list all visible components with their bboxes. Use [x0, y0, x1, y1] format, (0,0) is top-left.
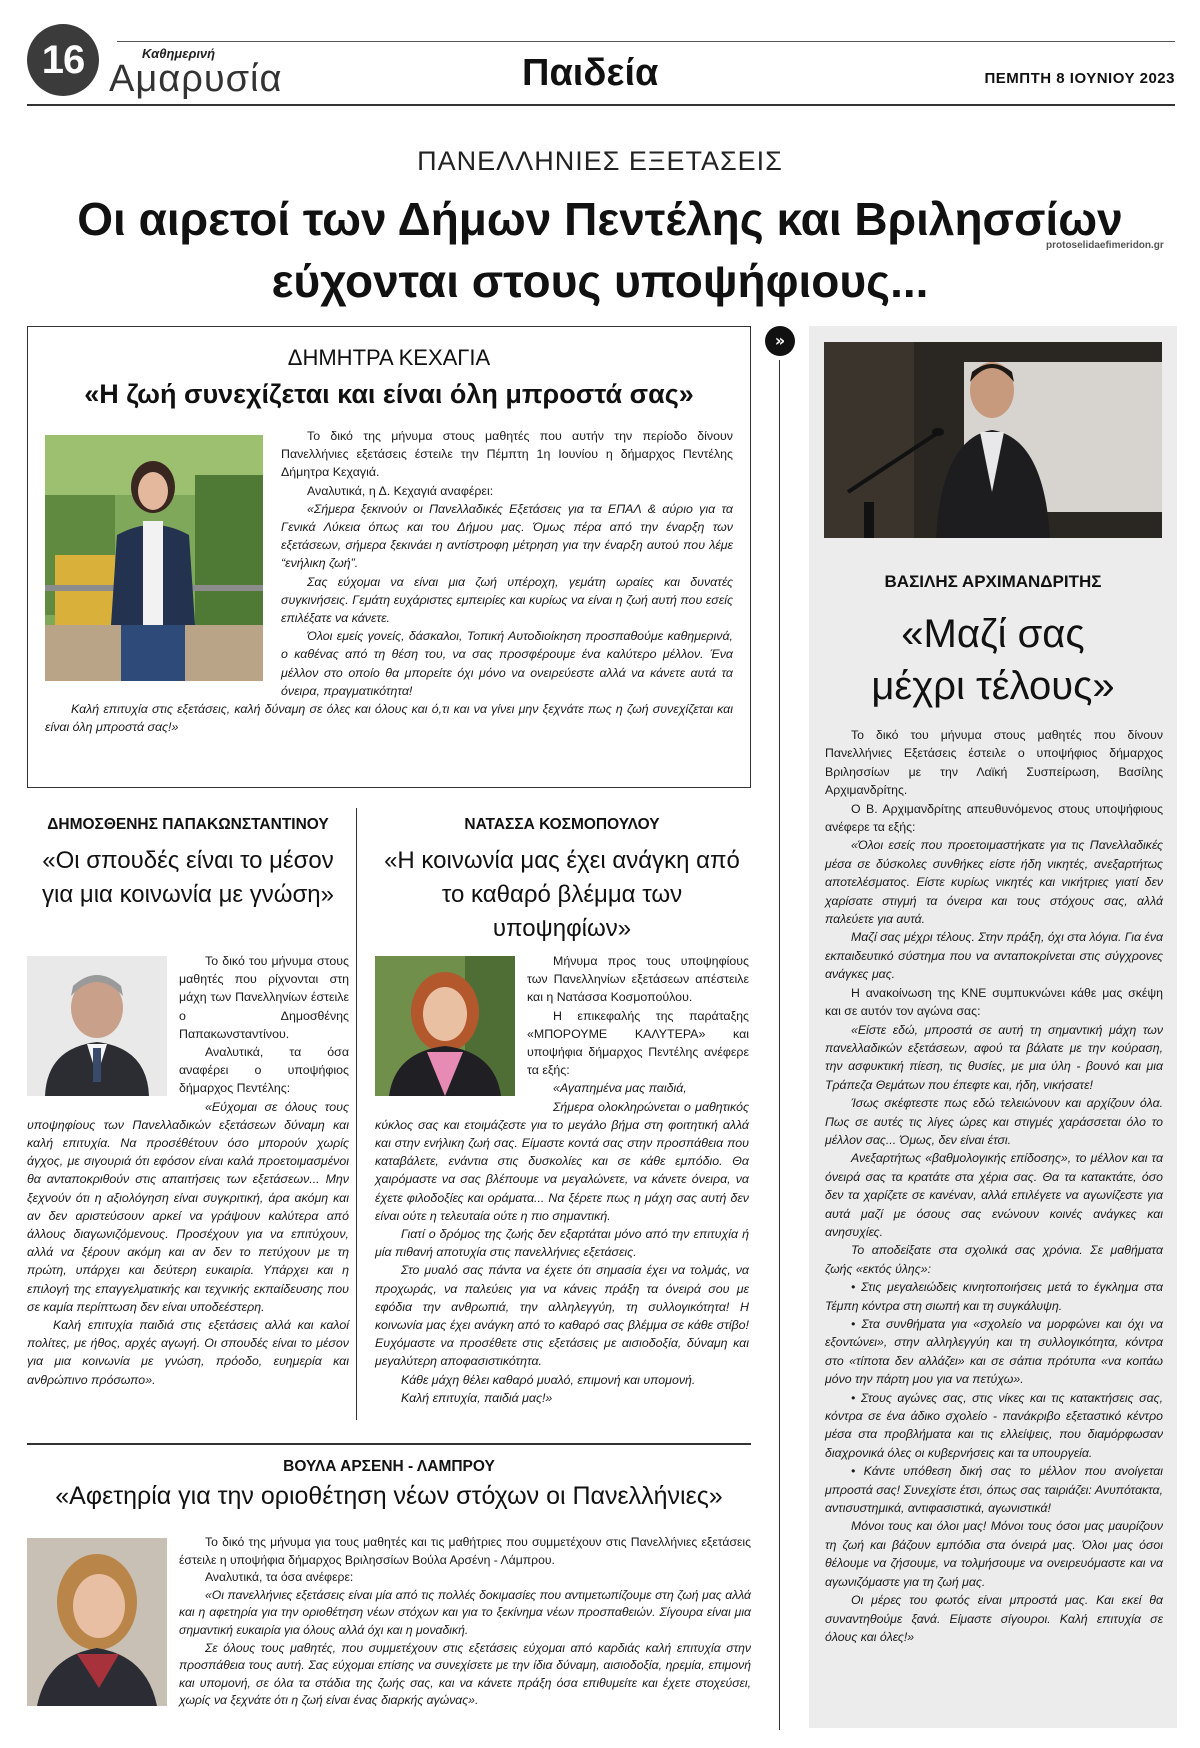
- article-title: «Η κοινωνία μας έχει ανάγκη από το καθαρό βλέμμα των υποψηφίων»: [384, 847, 740, 942]
- headline-line-1: Οι αιρετοί των Δήμων Πεντέλης και Βριλησσίων: [77, 193, 1123, 245]
- paragraph: Στο μυαλό σας πάντα να έχετε ότι σημασία έχει να τολμάς, να προχωράς, να παλεύεις για να κάνεις πράξη τα όνειρά σου με εφόδια την ανθρωπιά, την αλληλεγγύη, τη συλλογικότητα! Η κοινωνία μας έχει ανάγκη από το καθαρό σας βλέμμα σε κάθε στίβο! Ευχόμαστε να προσέθετε στις εξετάσεις με αισιοδοξία, δύναμη και μεγαλύτερη αποφασιστικότητα.: [375, 1263, 749, 1369]
- brand-logo: Αμαρυσία: [109, 58, 283, 100]
- main-headline: [40, 188, 1160, 312]
- section-divider: [27, 1443, 751, 1445]
- article-title: «Αφετηρία για την οριοθέτηση νέων στόχων οι Πανελλήνιες»: [55, 1482, 723, 1510]
- paragraph: Η ανακοίνωση της ΚΝΕ συμπυκνώνει κάθε μας σκέψη και σε αυτόν τον αγώνα σας:: [825, 985, 1163, 1019]
- paragraph: Η επικεφαλής της παράταξης «ΜΠΟΡΟΥΜΕ ΚΑΛΥΤΕΡΑ» και υποψήφια δήμαρχος Πεντέλης ανέφερε τα εξής:: [527, 1008, 749, 1078]
- double-chevron-right-icon: »: [765, 326, 795, 356]
- watermark: protoselidaefimeridon.gr: [1046, 240, 1164, 251]
- page-number: 16: [27, 24, 99, 96]
- article-kosmopoulou: [375, 816, 749, 1428]
- article-body: [27, 1534, 751, 1710]
- article-body: [375, 952, 749, 1407]
- issue-date: ΠΕΜΠΤΗ 8 ΙΟΥΝΙΟΥ 2023: [984, 70, 1175, 87]
- article-body: [45, 427, 733, 736]
- header-top-rule: [117, 41, 1175, 42]
- article-body: [825, 726, 1163, 1646]
- paragraph: Το δικό του μήνυμα στους μαθητές που ρίχνονται στη μάχη των Πανελληνίων έστειλε ο Δημοσθένης Παπακωνσταντίνου.: [179, 954, 349, 1041]
- paragraph: Καλή επιτυχία, παιδιά μας!»: [401, 1390, 553, 1405]
- paragraph: Όλοι εμείς γονείς, δάσκαλοι, Τοπική Αυτοδιοίκηση προσπαθούμε καθημερινά, ο καθένας από τη θέση του, να σας προσφέρουμε ένα καλύτερο μέλλον. Ένα μέλλον στο οποίο θα μπορείτε όχι μόνο να ονειρεύεστε αλλά να κάνετε αυτά τα όνειρα, πραγματικότητα!: [281, 629, 733, 698]
- paragraph: Αναλυτικά, τα όσα αναφέρει ο υποψήφιος δήμαρχος Πεντέλης:: [179, 1045, 349, 1096]
- paragraph: Κάθε μάχη θέλει καθαρό μυαλό, επιμονή και υπομονή.: [401, 1372, 696, 1387]
- paragraph: «Σήμερα ξεκινούν οι Πανελλαδικές Εξετάσεις για τα ΕΠΑΛ & αύριο για τα Γενικά Λύκεια όπως και του Δήμου μας. Όμως πέρα από την έναρξη των εξετάσεων, σήμερα ξεκινάει η αντίστροφη μέτρηση για την έναρξη αυτού που λέμε “ενήλικη ζωή”.: [281, 501, 733, 571]
- paragraph: Αναλυτικά, τα όσα ανέφερε:: [205, 1570, 354, 1585]
- paragraph: «Αγαπημένα μας παιδιά,: [553, 1081, 687, 1096]
- paragraph: «Οι πανελλήνιες εξετάσεις είναι μία από τις πολλές δοκιμασίες που αντιμετωπίζουμε στη ζωή μας αλλά και η αφετηρία για την οριοθέτηση νέων στόχων και για το ξεκίνημα νέων προσπαθειών. Σίγουρα είναι μια σημαντική ευκαιρία για όλους αλλά όχι και η μοναδική.: [179, 1587, 751, 1637]
- brand-subtitle: Καθημερινή: [142, 46, 216, 61]
- article-byline: ΔΗΜΟΣΘΕΝΗΣ ΠΑΠΑΚΩΝΣΤΑΝΤΙΝΟΥ: [47, 816, 329, 833]
- article-title: [809, 608, 1177, 712]
- speaker-photo: [824, 342, 1162, 538]
- paragraph: Καλή επιτυχία παιδιά στις εξετάσεις αλλά και καλοί πολίτες, με ήθος, αρχές αγωγή. Οι σπουδές είναι το μέσον για μια κοινωνία με γνώση, πρόοδο, ευημερία και ανθρώπινο πρόσωπο».: [27, 1318, 349, 1387]
- paragraph: Το δικό του μήνυμα στους μαθητές που δίνουν Πανελλήνιες Εξετάσεις έστειλε ο υποψήφιος δήμαρχος Βριλησσίων με την Λαϊκή Συσπείρωση, Βασίλης Αρχιμανδρίτης.: [825, 728, 1163, 798]
- paragraph: • Κάντε υπόθεση δική σας το μέλλον που ανοίγεται μπροστά σας! Συνεχίστε έτσι, όπως σας ταιριάζει: Ανυπότακτα, αντισυστημικά, αντιφασιστικά, αγωνιστικά!: [825, 1464, 1163, 1516]
- article-body: [27, 952, 349, 1389]
- paragraph: Ανεξαρτήτως «βαθμολογικής επίδοσης», το μέλλον και τα όνειρά σας τα κρατάτε στα χέρια σας. Θα τα κατακτάτε, όσο δεν τα χαρίζετε σε κανέναν, αλλά επιλέγετε να αγωνίζεστε για αυτά μαζί με όσους σας ενώνουν κοινές ανάγκες και ανησυχίες.: [825, 1151, 1163, 1239]
- paragraph: Ίσως σκέφτεστε πως εδώ τελειώνουν και αρχίζουν όλα. Πως σε αυτές τις λίγες ώρες και στιγμές χαράσσεται όλο το μέλλον σας... Όμως, δεν είναι έτσι.: [825, 1096, 1163, 1147]
- paragraph: Σε όλους τους μαθητές, που συμμετέχουν στις εξετάσεις εύχομαι από καρδιάς καλή επιτυχία στην προσπάθεια τους αυτή. Σας εύχομαι επίσης να συνεχίσετε με την ίδια δύναμη, αισιοδοξία, ηρεμία, επιμονή και υπομονή, σε όλα τα στάδια της ζωής σας, και να κάνετε πράξη όσα επιθυμείτε και έχετε στοχεύσει, χωρίς να ξεχνάτε ότι η ζωή είναι ένας διαρκής αγώνας».: [179, 1640, 751, 1708]
- paragraph: Μόνοι τους και όλοι μας! Μόνοι τους όσοι μας μαυρίζουν τη ζωή και βάζουν εμπόδια στα όνειρά μας. Όλοι μας όσοι θέλουμε να ζήσουμε, να τολμήσουμε να ονειρευόμαστε και να αγωνιζόμαστε για τη ζωή μας.: [825, 1519, 1163, 1589]
- paragraph: Το δικό της μήνυμα για τους μαθητές και τις μαθήτριες που συμμετέχουν στις Πανελλήνιες εξετάσεις έστειλε η υποψήφια δήμαρχος Βριλησσίων Βούλα Αρσένη - Λάμπρου.: [179, 1535, 751, 1567]
- article-papakonstantinou: [27, 816, 349, 1428]
- article-byline: ΝΑΤΑΣΣΑ ΚΟΣΜΟΠΟΥΛΟΥ: [464, 816, 660, 833]
- article-byline: ΒΑΣΙΛΗΣ ΑΡΧΙΜΑΝΔΡΙΤΗΣ: [884, 572, 1102, 591]
- paragraph: Το αποδείξατε στα σχολικά σας χρόνια. Σε μαθήματα ζωής «εκτός ύλης»:: [825, 1243, 1163, 1276]
- paragraph: Σας εύχομαι να είναι μια ζωή υπέροχη, γεμάτη ωραίες και δυνατές συγκινήσεις. Γεμάτη ευχάριστες εμπειρίες και κυρίως να είναι η ζωή αυτή που εσείς επιλέξατε να κάνετε.: [281, 574, 733, 626]
- paragraph: «Εύχομαι σε όλους τους υποψηφίους των Πανελλαδικών εξετάσεων δύναμη και καλή επιτυχία. Να προσέθέτουν όσο μπορούν χωρίς άγχος, με σιγουριά ότι εφόσον είναι καλά προετοιμασμένοι θα ανταποκριθούν στις απαιτήσεις των εξετάσεων... Μην ξεχνούν ότι η αξιολόγηση είναι συγκριτική, άρα ακόμη και αν δεν αριστεύσουν αρκεί να γράψουν καλύτερα από άλλους διαγωνιζόμενους. Προσέχουν για να επιτύχουν, αλλά να ξέρουν ακόμη και αν δεν το πετύχουν με τη πρώτη, υπάρχει και δεύτερη ευκαιρία. Υπάρχει και η επιλογή της επαγγελματικής και τεχνικής εκπαίδευσης που σε καμία περίπτωση δεν είναι υποδεέστερη.: [27, 1099, 349, 1314]
- column-divider: [356, 808, 357, 1420]
- sidebar-divider: [779, 360, 780, 1730]
- page-header: [27, 24, 1175, 104]
- paragraph: Σήμερα ολοκληρώνεται ο μαθητικός κύκλος σας και ετοιμάζεστε για το μεγάλο βήμα στη φοιτητική αλλά και στην ενήλικη ζωή σας. Είμαστε κοντά σας στην προσπάθεια που καταβάλετε, ενάντια στις δυσκολίες και σε κάθε εμπόδιο. Θα χαιρόμαστε να σας βλέπουμε να μεγαλώνετε, να κάνετε όνειρα, να έχετε φιλοδοξίες και οράματα... Να ξέρετε πως η μάχη σας αυτή δεν είναι ούτε η τελευταία ούτε η πιο σημαντική.: [375, 1099, 749, 1223]
- kicker: ΠΑΝΕΛΛΗΝΙΕΣ ΕΞΕΤΑΣΕΙΣ: [417, 146, 783, 176]
- paragraph: • Στις μεγαλειώδεις κινητοποιήσεις μετά το έγκλημα στα Τέμπη κόντρα στη σιωπή και τη συγκάλυψη.: [825, 1280, 1163, 1313]
- paragraph: Μαζί σας μέχρι τέλους. Στην πράξη, όχι στα λόγια. Για ένα εκπαιδευτικό σύστημα που να ανταποκρίνεται στις σύγχρονες ανάγκες μας.: [825, 930, 1163, 982]
- article-byline: ΔΗΜΗΤΡΑ ΚΕΧΑΓΙΑ: [287, 345, 491, 370]
- article-arseni-lamprou: [27, 1458, 751, 1738]
- paragraph: Καλή επιτυχία στις εξετάσεις, καλή δύναμη σε όλες και όλους και ό,τι και να γίνει μην ξεχνάτε πως η ζωή συνεχίζεται και είναι όλη μπροστά σας!»: [45, 702, 733, 735]
- paragraph: Ο Β. Αρχιμανδρίτης απευθυνόμενος στους υποψήφιους ανέφερε τα εξής:: [825, 801, 1163, 835]
- paragraph: «Είστε εδώ, μπροστά σε αυτή τη σημαντική μάχη των πανελλαδικών εξετάσεων, αφού τα βάλατε με την κούραση, την ασφυκτική πίεση, τις θυσίες, με μια ύλη - βουνό και μια Τράπεζα Θεμάτων που έπεφτε και, ήδη, νικήσατε!: [825, 1022, 1163, 1092]
- paragraph: • Στους αγώνες σας, στις νίκες και τις κατακτήσεις σας, κόντρα σε ένα άδικο σχολείο - πανάκριβο εξεταστικό κέντρο μέσα στα προβλήματα και τις ελλείψεις, που διαμόρφωσαν διαχρονικά όλες οι κυβερνήσεις και τα υπουργεία.: [825, 1390, 1163, 1460]
- article-archimandritis: [809, 326, 1177, 1728]
- paragraph: «Όλοι εσείς που προετοιμαστήκατε για τις Πανελλαδικές μέσα σε δύσκολες συνθήκες είστε ήδη νικητές, ανεξαρτήτως αποτελέσματος. Είστε κυρίως νικητές και νικήτριες γιατί δεν χαρίσατε στιγμή τα όνειρα και τους στόχους σας, αλλά παλεύετε για αυτά.: [825, 838, 1163, 927]
- paragraph: Οι μέρες του φωτός είναι μπροστά μας. Και εκεί θα συναντηθούμε ξανά. Είμαστε σίγουροι. Καλή επιτυχία σε όλους και όλες!»: [825, 1593, 1163, 1644]
- paragraph: Αναλυτικά, η Δ. Κεχαγιά αναφέρει:: [307, 483, 494, 498]
- header-bottom-rule: [27, 104, 1175, 106]
- article-title: «Οι σπουδές είναι το μέσον για μια κοινωνία με γνώση»: [41, 847, 335, 908]
- article-title: «Η ζωή συνεχίζεται και είναι όλη μπροστά σας»: [84, 379, 694, 409]
- paragraph: Μήνυμα προς τους υποψηφίους των Πανελληνίων εξετάσεων απέστειλε και η Νατάσσα Κοσμοπούλου.: [527, 954, 749, 1005]
- section-title: Παιδεία: [522, 52, 659, 94]
- article-byline: ΒΟΥΛΑ ΑΡΣΕΝΗ - ΛΑΜΠΡΟΥ: [283, 1458, 495, 1475]
- paragraph: • Στα συνθήματα για «σχολείο να μορφώνει και όχι να εξοντώνει», στην αλληλεγγύη και τη συλλογικότητα, κόντρα στο «τίποτα δεν αλλάζει» και σε σάπια πρότυπα «να κοιτάω μόνο την πάρτη μου για να πετύχω».: [825, 1317, 1163, 1387]
- paragraph: Γιατί ο δρόμος της ζωής δεν εξαρτάται μόνο από την επιτυχία ή μία πιθανή αποτυχία στις πανελλήνιες εξετάσεις.: [375, 1227, 749, 1260]
- headline-line-2: εύχονται στους υποψήφιους...: [271, 255, 929, 307]
- title-line-2: μέχρι τέλους»: [871, 664, 1115, 708]
- paragraph: Το δικό της μήνυμα στους μαθητές που αυτήν την περίοδο δίνουν Πανελλήνιες εξετάσεις έστειλε την Πέμπτη 1η Ιουνίου η δήμαρχος Πεντέλης Δήμητρα Κεχαγιά.: [281, 429, 733, 480]
- title-line-1: «Μαζί σας: [901, 612, 1085, 656]
- article-kechagia: [27, 326, 751, 788]
